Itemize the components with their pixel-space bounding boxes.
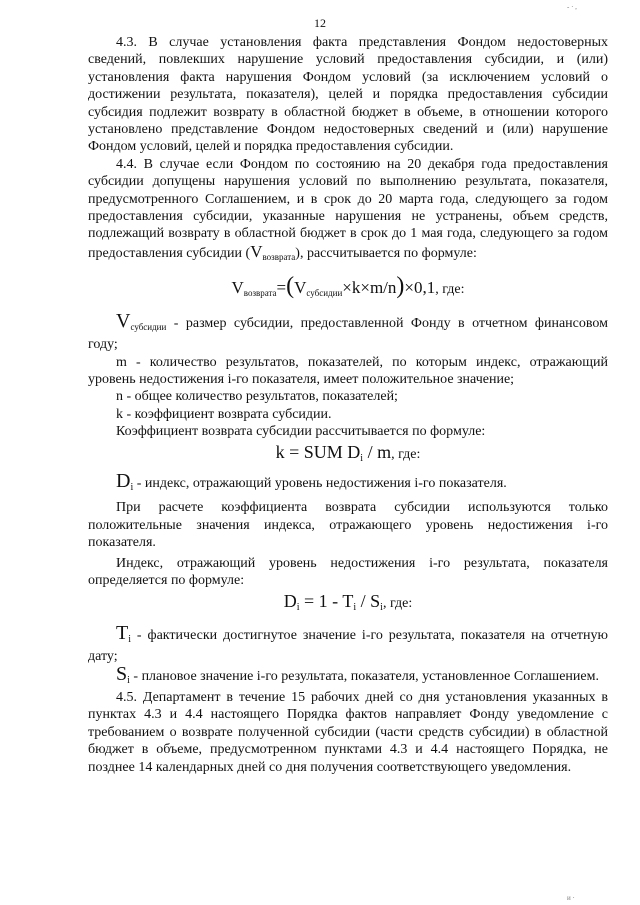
paragraph-4-3: 4.3. В случае установления факта представления Фондом недостоверных сведений, повлекших нарушение условий предоставления субсидии, и (или) установления факта нарушения Фондом условий (за исключением условий о достижении результата, показателя), целей и порядка предоставления субсидии субсидия подлежит возврату в областной бюджет в объеме, в отношении которого установлено представление Фондом недостоверных сведений и (или) нарушение Фондом условий, целей и порядка предоставления субсидии. [88,35,608,155]
def-d-subscript: i [130,481,134,493]
def-s-text: - плановое значение i-го результата, показателя, установленное Соглашением. [129,668,599,684]
v-subscript: возврата [262,251,296,262]
paragraph-4-5: 4.5. Департамент в течение 15 рабочих дней со дня установления указанных в пунктах 4.3 и 4.4 настоящего Порядка фактов направляет Фонду уведомление с требованием о возврате полученной субсидии (части средств субсидии) в областной бюджет в объеме, предусмотренном пунктами 4.3 и 4.4 настоящего Порядка, не позднее 14 календарных дней со дня получения соответствующего уведомления. [88,690,608,775]
formula-refund-v: V [231,278,244,298]
formula-index-slash: / [356,591,371,612]
document-body [88,34,608,776]
formula-index-t-sub: i [353,602,357,614]
formula-index-s-sub: i [380,602,383,614]
formula-index-t: T [342,591,354,612]
definition-v-subsidy [88,309,608,354]
formula-index [88,593,608,616]
def-s-subscript: i [127,674,130,686]
formula-refund [88,274,608,302]
corner-mark-bottom: и · [567,894,575,902]
def-d-text: - индекс, отражающий уровень недостижения i-го показателя. [133,475,507,491]
paragraph-4-4-text: 4.4. В случае если Фондом по состоянию на 20 декабря года предоставления субсидии допущены нарушения условий по выполнению результата, показателя, предусмотренного Соглашением, и в срок до 20 марта года, следующего за годом предоставления субсидии, указанные нарушения не устранены, объем средств, подлежащий возврату в областной бюджет в срок до 1 мая года, следующего за годом предоставления субсидии ( [88,156,608,261]
formula-coef-d: D [347,441,361,462]
formula-refund-lparen: ( [286,273,295,300]
def-t-symbol: T [116,621,129,644]
def-t-text: - фактически достигнутое значение i-го результата, показателя на отчетную дату; [88,627,608,665]
def-s-symbol: S [116,662,128,685]
page-number: 12 [314,16,326,30]
def-v-subscript: субсидии [130,321,167,332]
formula-index-d-sub: i [296,602,300,614]
formula-index-where: , где: [382,596,413,612]
paragraph-index-formula: Индекс, отражающий уровень недостижения i-го результата, показателя определяется по формуле: [88,555,608,588]
paragraph-4-4-tail: ), рассчитывается по формуле: [295,245,477,261]
formula-refund-rparen: ) [396,273,405,300]
definition-m: m - количество результатов, показателей, по которым индекс, отражающий уровень недостижения i-го показателя, имеет положительное значение; [88,354,608,387]
paragraph-positive-values: При расчете коэффициента возврата субсидии используются только положительные значения индекса, отражающего уровень недостижения i-го показателя. [88,500,608,551]
v-symbol: V [250,241,263,261]
definition-s [88,662,608,689]
definition-k: k - коэффициент возврата субсидии. [116,406,332,422]
definition-d [88,469,608,496]
def-t-subscript: i [128,633,131,645]
formula-coefficient [88,441,608,467]
corner-mark-top: - · , [567,3,577,11]
def-v-text: - размер субсидии, предоставленной Фонду в отчетном финансовом году; [88,315,608,353]
coefficient-intro: Коэффициент возврата субсидии рассчитывается по формуле: [116,424,486,440]
def-v-symbol: V [116,309,131,332]
def-d-symbol: D [116,469,131,492]
formula-coef-d-sub: i [360,452,364,464]
formula-coef-slash: / m [363,441,392,462]
formula-coef-where: , где: [391,446,421,462]
formula-index-s: S [370,591,381,612]
formula-refund-eq: = [276,278,287,298]
formula-refund-vsub: V [294,278,307,298]
formula-coef-left: k = SUM [275,441,348,462]
formula-refund-coef: ×0,1 [404,278,436,298]
formula-refund-v-sub: возврата [243,288,277,299]
formula-refund-times: ×k×m/n [342,278,397,298]
formula-index-eq: = 1 - [299,591,343,612]
formula-refund-where: , где: [435,282,465,298]
formula-refund-vsub-sub: субсидии [306,288,343,299]
formula-index-d: D [283,591,297,612]
definition-t [88,621,608,666]
paragraph-4-4 [88,156,608,266]
definition-n: n - общее количество результатов, показателей; [116,389,398,405]
